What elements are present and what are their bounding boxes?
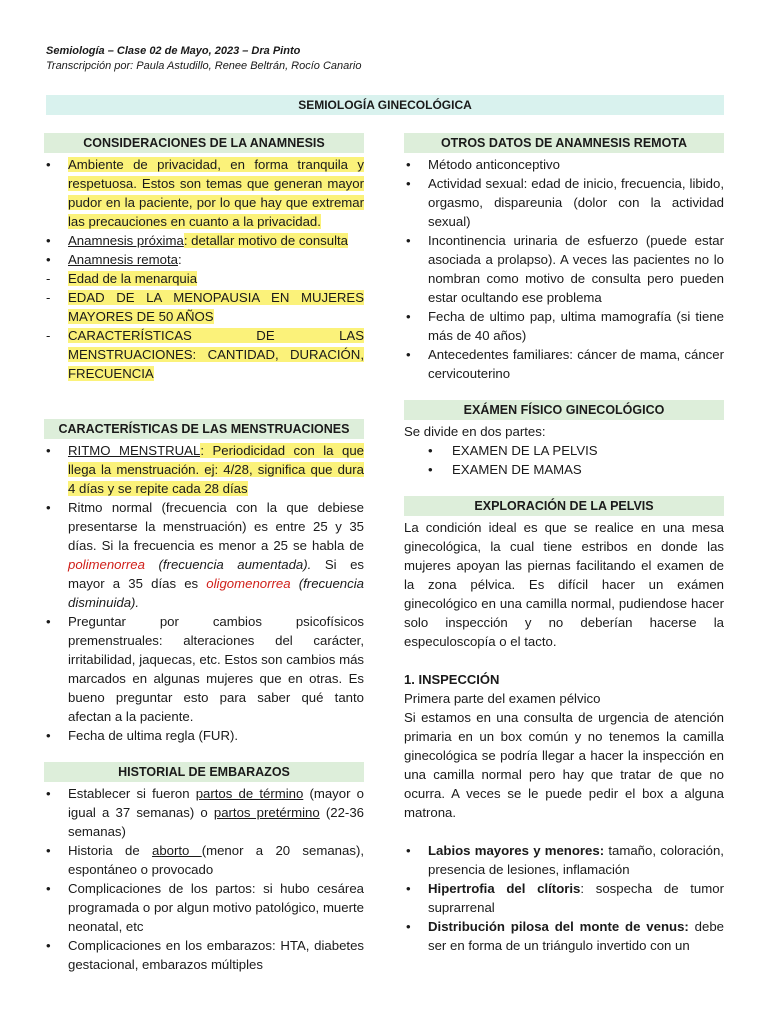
examen-intro: Se divide en dos partes:	[404, 424, 546, 439]
inspeccion-paragraph: Si estamos en una consulta de urgencia de atención primaria en un box común y no tenemos la camilla ginecológica se podría llegar a hacer la inspección en una camilla normal pero hay que tratar de que no ocurra. A veces se le puede pedir el box a alguna matrona.	[404, 710, 724, 820]
section-title-remota: OTROS DATOS DE ANAMNESIS REMOTA	[404, 133, 724, 153]
list-item: • Anamnesis próxima: detallar motivo de consulta	[44, 231, 364, 250]
list-item: • Hipertrofia del clítoris: sospecha de tumor suprarrenal	[404, 879, 724, 917]
transcription-credits: Transcripción por: Paula Astudillo, Renee Beltrán, Rocío Canario	[46, 60, 362, 72]
menstruaciones-list	[44, 441, 364, 745]
list-item: • Incontinencia urinaria de esfuerzo (puede estar asociada a prolapso). A veces las pacientes no lo nombran como motivo de consulta pero pueden estar ocultando ese problema	[404, 231, 724, 307]
section-title-pelvis: EXPLORACIÓN DE LA PELVIS	[404, 496, 724, 516]
list-item: • EXAMEN DE LA PELVIS	[404, 441, 724, 460]
section-title-embarazos: HISTORIAL DE EMBARAZOS	[44, 762, 364, 782]
inspeccion-heading: 1. INSPECCIÓN	[404, 672, 500, 687]
list-item: • Fecha de ultima regla (FUR).	[44, 726, 364, 745]
remota-list	[404, 155, 724, 383]
list-item: • Complicaciones de los partos: si hubo cesárea programada o por algun motivo patológico, muerte neonatal, etc	[44, 879, 364, 936]
list-item: • EXAMEN DE MAMAS	[404, 460, 724, 479]
document-header	[46, 44, 362, 74]
main-title: SEMIOLOGÍA GINECOLÓGICA	[46, 95, 724, 115]
list-item: • Historia de aborto (menor a 20 semanas), espontáneo o provocado	[44, 841, 364, 879]
list-item: • Preguntar por cambios psicofísicos premenstruales: alteraciones del carácter, irritabilidad, jaquecas, etc. Estos son cambios más marcados en algunas mujeres que en otras. Es bueno preguntar esto para saber qué tanto afectan a la paciente.	[44, 612, 364, 726]
examen-list	[404, 441, 724, 479]
class-info: Semiología – Clase 02 de Mayo, 2023 – Dra Pinto	[46, 45, 301, 57]
list-item: • Labios mayores y menores: tamaño, coloración, presencia de lesiones, inflamación	[404, 841, 724, 879]
section-title-anamnesis: CONSIDERACIONES DE LA ANAMNESIS	[44, 133, 364, 153]
list-item: • Antecedentes familiares: cáncer de mama, cáncer cervicouterino	[404, 345, 724, 383]
list-item: • Anamnesis remota:	[44, 250, 364, 269]
inspeccion-list	[404, 841, 724, 955]
list-item: • Ambiente de privacidad, en forma tranquila y respetuosa. Estos son temas que generan mayor pudor en la paciente, por lo que hay que extremar las precauciones en cuanto a la privacidad.	[44, 155, 364, 231]
list-item: - EDAD DE LA MENOPAUSIA EN MUJERES MAYORES DE 50 AÑOS	[44, 288, 364, 326]
list-item: • Complicaciones en los embarazos: HTA, diabetes gestacional, embarazos múltiples	[44, 936, 364, 974]
list-item: • Distribución pilosa del monte de venus: debe ser en forma de un triángulo invertido con un	[404, 917, 724, 955]
list-item: - CARACTERÍSTICAS DE LAS MENSTRUACIONES: CANTIDAD, DURACIÓN, FRECUENCIA	[44, 326, 364, 383]
inspeccion-intro: Primera parte del examen pélvico	[404, 691, 601, 706]
list-item: • Ritmo normal (frecuencia con la que debiese presentarse la menstruación) es entre 25 y 35 días. Si la frecuencia es menor a 25 se habla de polimenorrea (frecuencia aumentada). Si es mayor a 35 días es oligomenorrea (frecuencia disminuida).	[44, 498, 364, 612]
list-item: • Método anticonceptivo	[404, 155, 724, 174]
list-item: • Establecer si fueron partos de término (mayor o igual a 37 semanas) o partos pretérmino (22-36 semanas)	[44, 784, 364, 841]
anamnesis-list	[44, 155, 364, 383]
list-item: • Fecha de ultimo pap, ultima mamografía (si tiene más de 40 años)	[404, 307, 724, 345]
left-column	[44, 133, 364, 974]
section-title-menstruaciones: CARACTERÍSTICAS DE LAS MENSTRUACIONES	[44, 419, 364, 439]
section-title-examen: EXÁMEN FÍSICO GINECOLÓGICO	[404, 400, 724, 420]
right-column	[404, 133, 724, 955]
list-item: - Edad de la menarquia	[44, 269, 364, 288]
embarazos-list	[44, 784, 364, 974]
list-item: • RITMO MENSTRUAL: Periodicidad con la que llega la menstruación. ej: 4/28, significa que dura 4 días y se repite cada 28 días	[44, 441, 364, 498]
pelvis-paragraph: La condición ideal es que se realice en una mesa ginecológica, la cual tiene estribos en donde las mujeres apoyan las piernas facilitando el examen de la zona pélvica. Es difícil hacer un exámen ginecológico en una camilla normal, pudiendose hacer solo inspección y no deberían hacerse la especuloscopía o el tacto.	[404, 520, 724, 649]
list-item: • Actividad sexual: edad de inicio, frecuencia, libido, orgasmo, dispareunia (dolor con la actividad sexual)	[404, 174, 724, 231]
